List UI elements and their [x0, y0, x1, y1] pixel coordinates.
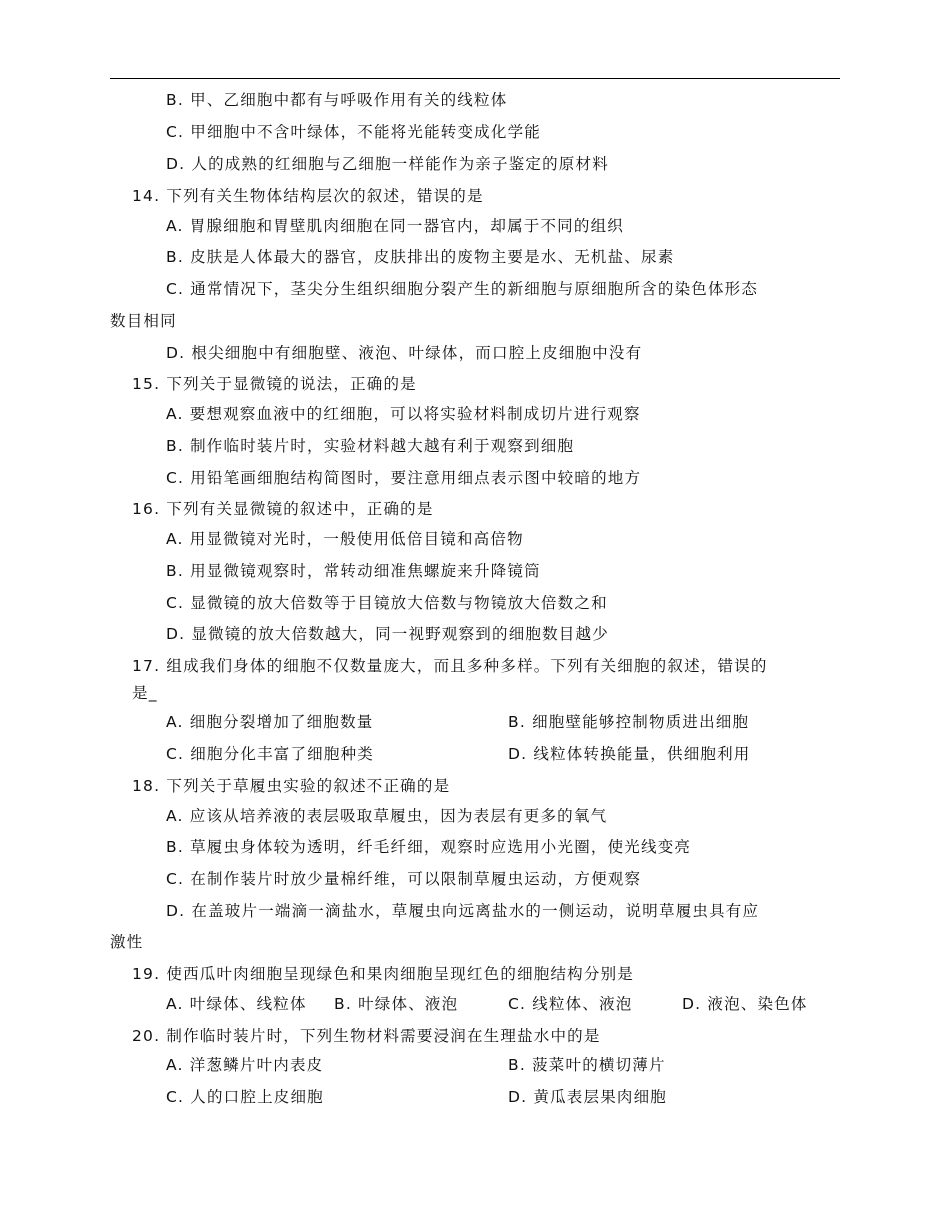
q20-option-b: B. 菠菜叶的横切薄片 [508, 1056, 666, 1074]
q16-option-a: A. 用显微镜对光时，一般使用低倍目镜和高倍物 [166, 530, 524, 548]
q14-option-a: A. 胃腺细胞和胃壁肌肉细胞在同一器官内，却属于不同的组织 [166, 217, 624, 235]
q15-option-c: C. 用铅笔画细胞结构简图时，要注意用细点表示图中较暗的地方 [166, 469, 642, 487]
q16-option-b: B. 用显微镜观察时，常转动细准焦螺旋来升降镜筒 [166, 562, 541, 580]
q14-option-d: D. 根尖细胞中有细胞壁、液泡、叶绿体，而口腔上皮细胞中没有 [166, 344, 643, 362]
q17-stem: 17. 组成我们身体的细胞不仅数量庞大，而且多种多样。下列有关细胞的叙述，错误的 [132, 657, 768, 675]
q20-stem: 20. 制作临时装片时，下列生物材料需要浸润在生理盐水中的是 [132, 1027, 601, 1045]
q20-option-c: C. 人的口腔上皮细胞 [166, 1088, 324, 1106]
q18-option-a: A. 应该从培养液的表层吸取草履虫，因为表层有更多的氧气 [166, 807, 608, 825]
q18-option-d-continued: 激性 [110, 933, 144, 951]
q16-option-d: D. 显微镜的放大倍数越大，同一视野观察到的细胞数目越少 [166, 625, 609, 643]
q15-option-b: B. 制作临时装片时，实验材料越大越有利于观察到细胞 [166, 437, 575, 455]
q14-option-c-continued: 数目相同 [110, 312, 177, 330]
q20-option-a: A. 洋葱鳞片叶内表皮 [166, 1056, 324, 1074]
q19-option-c: C. 线粒体、液泡 [508, 995, 633, 1013]
q16-option-c: C. 显微镜的放大倍数等于目镜放大倍数与物镜放大倍数之和 [166, 594, 608, 612]
q17-stem-continued: 是_ [132, 684, 158, 702]
q13-option-b: B. 甲、乙细胞中都有与呼吸作用有关的线粒体 [166, 91, 508, 109]
q19-option-a: A. 叶绿体、线粒体 [166, 995, 307, 1013]
q18-stem: 18. 下列关于草履虫实验的叙述不正确的是 [132, 777, 451, 795]
q17-option-c: C. 细胞分化丰富了细胞种类 [166, 745, 374, 763]
q20-option-d: D. 黄瓜表层果肉细胞 [508, 1088, 667, 1106]
q19-option-b: B. 叶绿体、液泡 [334, 995, 459, 1013]
q14-option-c: C. 通常情况下，茎尖分生组织细胞分裂产生的新细胞与原细胞所含的染色体形态 [166, 280, 759, 298]
q13-option-d: D. 人的成熟的红细胞与乙细胞一样能作为亲子鉴定的原材料 [166, 155, 609, 173]
q14-option-b: B. 皮肤是人体最大的器官，皮肤排出的废物主要是水、无机盐、尿素 [166, 248, 675, 266]
q13-option-c: C. 甲细胞中不含叶绿体，不能将光能转变成化学能 [166, 123, 541, 141]
q17-option-b: B. 细胞壁能够控制物质进出细胞 [508, 713, 750, 731]
q19-option-d: D. 液泡、染色体 [682, 995, 808, 1013]
q17-option-a: A. 细胞分裂增加了细胞数量 [166, 713, 374, 731]
q16-stem: 16. 下列有关显微镜的叙述中，正确的是 [132, 500, 434, 518]
q14-stem: 14. 下列有关生物体结构层次的叙述，错误的是 [132, 187, 484, 205]
q17-option-d: D. 线粒体转换能量，供细胞利用 [508, 745, 751, 763]
q15-stem: 15. 下列关于显微镜的说法，正确的是 [132, 375, 417, 393]
header-rule [110, 78, 840, 79]
q15-option-a: A. 要想观察血液中的红细胞，可以将实验材料制成切片进行观察 [166, 405, 641, 423]
q19-stem: 19. 使西瓜叶肉细胞呈现绿色和果肉细胞呈现红色的细胞结构分别是 [132, 965, 634, 983]
q18-option-b: B. 草履虫身体较为透明，纤毛纤细，观察时应选用小光圈，使光线变亮 [166, 838, 692, 856]
q18-option-c: C. 在制作装片时放少量棉纤维，可以限制草履虫运动，方便观察 [166, 870, 642, 888]
q18-option-d: D. 在盖玻片一端滴一滴盐水，草履虫向远离盐水的一侧运动，说明草履虫具有应 [166, 902, 760, 920]
